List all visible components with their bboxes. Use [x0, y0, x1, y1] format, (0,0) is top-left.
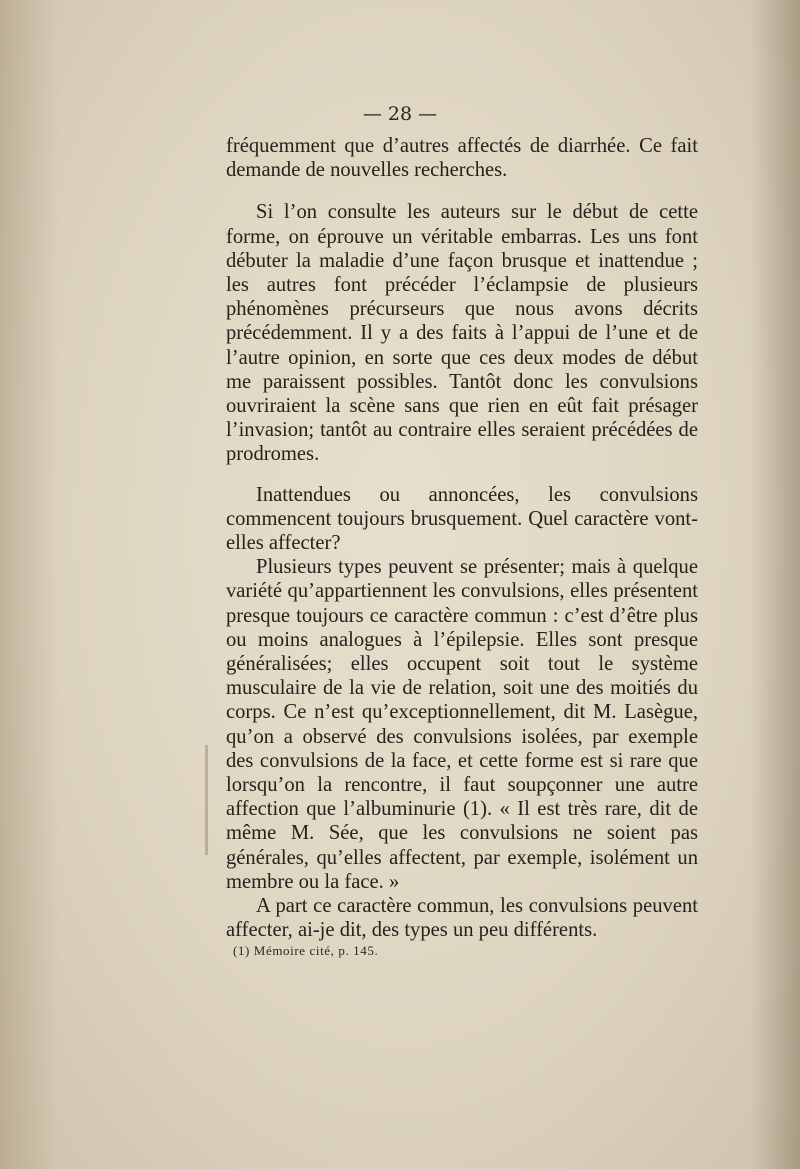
body-text — [226, 134, 698, 943]
paragraph-conclusion: A part ce caractère commun, les convulsions peuvent affecter, ai-je dit, des types un peu différents. — [226, 895, 698, 942]
page-shadow-right — [750, 0, 800, 1169]
paragraph-types: Plusieurs types peuvent se présenter; mais à quelque variété qu’appartiennent les convulsions, elles présentent presque toujours ce caractère commun : c’est d’être plus ou moins analogues à l’épilepsie. Elles sont presque généralisées; elles occupent soit tout le système musculaire de la vie de relation, soit une des moitiés du corps. Ce n’est qu’exceptionnellement, dit M. Lasègue, qu’on a observé des convulsions isolées, par exemple des convulsions de la face, et cette forme est si rare que lorsqu’on la rencontre, il faut soupçonner une autre affection que l’albuminurie (1). « Il est très rare, dit de même M. Sée, que les convulsions ne soient pas générales, qu’elles affectent, par exemple, isolément un membre ou la face. » — [226, 556, 698, 893]
paragraph-inattendues: Inattendues ou annoncées, les convulsions commencent toujours brusquement. Quel caractère vont-elles affecter? — [226, 483, 698, 555]
margin-ink-mark — [205, 745, 208, 855]
paragraph-continuation: fréquemment que d’autres affectés de diarrhée. Ce fait demande de nouvelles recherches. — [226, 135, 698, 182]
footnote: (1) Mémoire cité, p. 145. — [233, 943, 379, 958]
page-number: — 28 — — [362, 103, 438, 125]
paragraph-debut: Si l’on consulte les auteurs sur le début de cette forme, on éprouve un véritable embarras. Les uns font débuter la maladie d’une façon brusque et inattendue ; les autres font précéder l’éclampsie de plusieurs phénomènes précurseurs que nous avons décrits précédemment. Il y a des faits à l’appui de l’une et de l’autre opinion, en sorte que ces deux modes de début me paraissent possibles. Tantôt donc les convulsions ouvriraient la scène sans que rien en eût fait présager l’invasion; tantôt au contraire elles seraient précédées de prodromes. — [226, 201, 698, 466]
page-shadow-left — [0, 0, 60, 1169]
